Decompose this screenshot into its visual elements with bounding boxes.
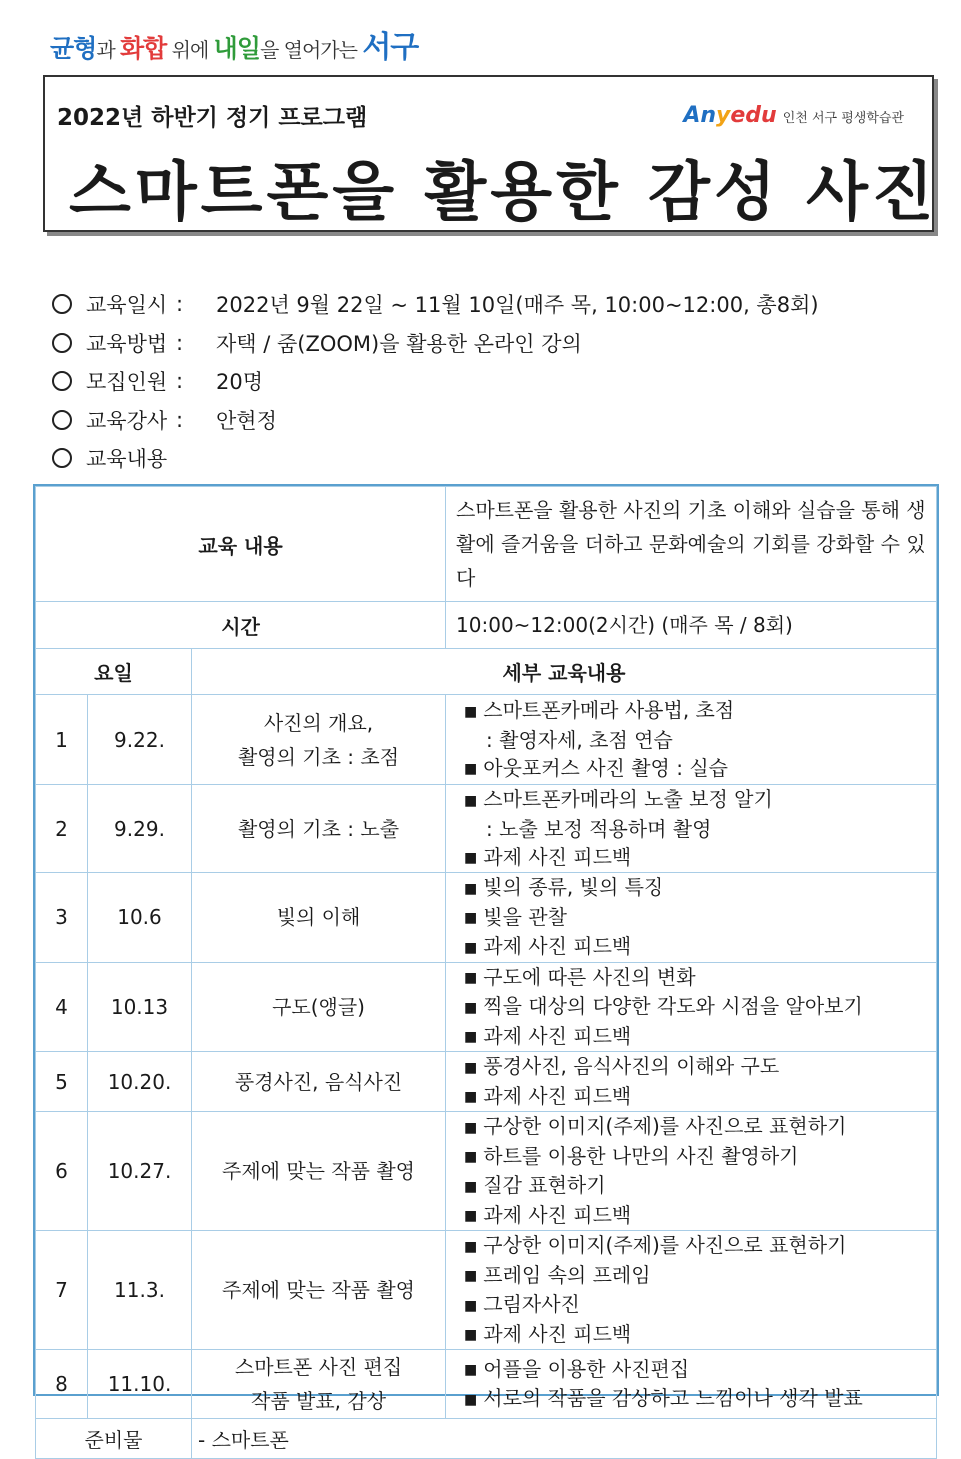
detail-text: 구상한 이미지(주제)를 사진으로 표현하기 <box>483 1233 847 1257</box>
detail-line <box>464 815 936 843</box>
logo-text: 인천 서구 평생학습관 <box>782 111 904 126</box>
logo-mark-part: An <box>683 103 717 128</box>
session-date: 10.27. <box>88 1112 192 1231</box>
detail-line <box>464 785 936 815</box>
session-row <box>36 1350 937 1419</box>
square-bullet-icon: ■ <box>464 703 478 720</box>
square-bullet-icon: ■ <box>464 1238 478 1255</box>
schedule-grid <box>35 486 937 1459</box>
detail-text: 과제 사진 피드백 <box>483 844 632 869</box>
anyedu-logo <box>683 103 904 128</box>
info-value: 안현정 <box>216 408 277 433</box>
logo-mark-part: y <box>716 103 731 128</box>
session-row <box>36 695 937 785</box>
content-label: 교육 내용 <box>36 487 446 602</box>
square-bullet-icon: ■ <box>464 761 478 777</box>
circle-bullet-icon <box>52 448 72 468</box>
detail-line <box>464 1201 936 1231</box>
square-bullet-icon: ■ <box>464 1268 478 1284</box>
square-bullet-icon: ■ <box>464 1178 478 1195</box>
session-number: 7 <box>36 1231 88 1350</box>
session-date: 9.22. <box>88 695 192 785</box>
materials-text: - 스마트폰 <box>192 1419 937 1459</box>
square-bullet-icon: ■ <box>464 1059 478 1076</box>
materials-label: 준비물 <box>36 1419 192 1459</box>
detail-line <box>464 1052 936 1082</box>
detail-text: 스마트폰카메라 사용법, 초점 <box>483 698 735 722</box>
session-date: 11.10. <box>88 1350 192 1419</box>
slogan-part: 서구 <box>362 30 419 65</box>
header-row <box>36 649 937 695</box>
square-bullet-icon: ■ <box>464 1327 478 1343</box>
detail-line <box>464 1355 936 1385</box>
time-row <box>36 602 937 649</box>
detail-label: 세부 교육내용 <box>192 649 937 695</box>
session-topic: 빛의 이해 <box>192 873 446 963</box>
program-subtitle: 2022년 하반기 정기 프로그램 <box>57 105 368 131</box>
detail-text: 빛의 종류, 빛의 특징 <box>483 875 664 899</box>
detail-text: : 노출 보정 적용하며 촬영 <box>486 816 712 841</box>
session-topic: 주제에 맞는 작품 촬영 <box>192 1231 446 1350</box>
info-row <box>52 324 819 363</box>
time-label: 시간 <box>36 602 446 649</box>
detail-line <box>464 992 936 1022</box>
square-bullet-icon: ■ <box>464 1362 478 1378</box>
topic-line: 촬영의 기초 : 초점 <box>237 744 400 769</box>
session-topic: 구도(앵글) <box>192 962 446 1052</box>
circle-bullet-icon <box>52 371 72 391</box>
detail-text: 스마트폰카메라의 노출 보정 알기 <box>483 787 773 811</box>
detail-line <box>464 696 936 726</box>
day-label: 요일 <box>36 649 192 695</box>
info-value: 자택 / 줌(ZOOM)을 활용한 온라인 강의 <box>216 331 582 356</box>
slogan <box>50 22 418 66</box>
info-value: 20명 <box>216 370 264 395</box>
session-topic: 주제에 맞는 작품 촬영 <box>192 1112 446 1231</box>
session-row <box>36 962 937 1052</box>
session-number: 5 <box>36 1052 88 1112</box>
session-number: 2 <box>36 785 88 873</box>
session-details <box>446 695 937 785</box>
circle-bullet-icon <box>52 333 72 353</box>
square-bullet-icon: ■ <box>464 910 478 926</box>
info-label: 교육강사 <box>86 408 168 433</box>
detail-text: 프레임 속의 프레임 <box>483 1262 651 1287</box>
session-topic <box>192 695 446 785</box>
square-bullet-icon: ■ <box>464 1391 478 1408</box>
info-label: 모집인원 <box>86 370 168 395</box>
detail-line <box>464 754 936 784</box>
square-bullet-icon: ■ <box>464 1208 478 1224</box>
detail-line <box>464 932 936 962</box>
square-bullet-icon: ■ <box>464 880 478 897</box>
session-details <box>446 1350 937 1419</box>
detail-line <box>464 1384 936 1414</box>
session-row <box>36 1112 937 1231</box>
slogan-part: 과 <box>96 38 120 62</box>
detail-text: 구상한 이미지(주제)를 사진으로 표현하기 <box>483 1114 847 1138</box>
detail-text: 어플을 이용한 사진편집 <box>483 1356 690 1381</box>
square-bullet-icon: ■ <box>464 792 478 809</box>
detail-line <box>464 903 936 933</box>
detail-line <box>464 963 936 993</box>
detail-line <box>464 1022 936 1052</box>
topic-line: 스마트폰 사진 편집 <box>234 1355 403 1379</box>
slogan-part: 내일 <box>213 34 260 63</box>
session-date: 10.13 <box>88 962 192 1052</box>
session-number: 4 <box>36 962 88 1052</box>
square-bullet-icon: ■ <box>464 1149 478 1165</box>
detail-line <box>464 1261 936 1291</box>
detail-text: 과제 사진 피드백 <box>483 1202 632 1227</box>
session-date: 9.29. <box>88 785 192 873</box>
session-details <box>446 873 937 963</box>
main-title: 스마트폰을 활용한 감성 사진 <box>69 156 938 230</box>
slogan-part: 위에 <box>166 38 214 62</box>
detail-line <box>464 1171 936 1201</box>
logo-mark-part: edu <box>730 103 777 128</box>
content-text: 스마트폰을 활용한 사진의 기초 이해와 실습을 통해 생활에 즐거움을 더하고 문화예술의 기회를 강화할 수 있다 <box>446 487 937 602</box>
session-row <box>36 1231 937 1350</box>
content-row <box>36 487 937 602</box>
detail-line <box>464 1082 936 1112</box>
square-bullet-icon: ■ <box>464 999 478 1016</box>
circle-bullet-icon <box>52 410 72 430</box>
detail-line <box>464 843 936 873</box>
info-label: 교육일시 <box>86 293 168 318</box>
square-bullet-icon: ■ <box>464 939 478 956</box>
logo-mark <box>683 103 776 128</box>
session-number: 8 <box>36 1350 88 1419</box>
info-value: 2022년 9월 22일 ~ 11월 10일(매주 목, 10:00~12:00, 총8회) <box>216 293 819 318</box>
session-number: 1 <box>36 695 88 785</box>
info-row <box>52 401 819 440</box>
info-row <box>52 362 819 401</box>
session-details <box>446 1052 937 1112</box>
info-colon: : <box>176 330 184 355</box>
schedule-table <box>33 484 939 1452</box>
detail-line <box>464 1142 936 1172</box>
info-list <box>52 285 819 478</box>
slogan-part: 균형 <box>50 34 97 63</box>
info-colon: : <box>176 292 184 317</box>
detail-text: 빛을 관찰 <box>483 904 567 929</box>
session-row <box>36 785 937 873</box>
session-details <box>446 1112 937 1231</box>
detail-text: : 촬영자세, 초점 연습 <box>486 727 673 752</box>
square-bullet-icon: ■ <box>464 1029 478 1045</box>
session-date: 10.20. <box>88 1052 192 1112</box>
circle-bullet-icon <box>52 294 72 314</box>
time-text: 10:00~12:00(2시간) (매주 목 / 8회) <box>446 602 937 649</box>
detail-text: 과제 사진 피드백 <box>483 1023 632 1048</box>
detail-line <box>464 873 936 903</box>
slogan-part: 을 열어가는 <box>259 38 363 62</box>
detail-text: 하트를 이용한 나만의 사진 촬영하기 <box>483 1143 799 1168</box>
session-details <box>446 785 937 873</box>
square-bullet-icon: ■ <box>464 1297 478 1314</box>
detail-text: 아웃포커스 사진 촬영 : 실습 <box>483 755 728 780</box>
detail-text: 서로의 작품을 감상하고 느낌이나 생각 발표 <box>483 1386 863 1410</box>
session-row <box>36 873 937 963</box>
info-colon: : <box>176 407 184 432</box>
session-row <box>36 1052 937 1112</box>
detail-text: 찍을 대상의 다양한 각도와 시점을 알아보기 <box>483 994 863 1018</box>
session-details <box>446 1231 937 1350</box>
detail-text: 과제 사진 피드백 <box>483 934 632 958</box>
detail-line <box>464 1320 936 1350</box>
square-bullet-icon: ■ <box>464 1119 478 1136</box>
session-number: 6 <box>36 1112 88 1231</box>
info-label: 교육방법 <box>86 331 168 356</box>
session-details <box>446 962 937 1052</box>
detail-text: 질감 표현하기 <box>483 1173 606 1197</box>
detail-line <box>464 1290 936 1320</box>
info-label: 교육내용 <box>86 447 168 472</box>
info-colon: : <box>176 369 184 394</box>
detail-line <box>464 1112 936 1142</box>
topic-line: 작품 발표, 감상 <box>251 1389 387 1413</box>
detail-text: 구도에 따른 사진의 변화 <box>483 964 696 989</box>
square-bullet-icon: ■ <box>464 1089 478 1105</box>
title-box <box>43 75 938 232</box>
detail-text: 풍경사진, 음식사진의 이해와 구도 <box>483 1054 780 1078</box>
detail-line <box>464 1231 936 1261</box>
detail-text: 과제 사진 피드백 <box>483 1083 632 1108</box>
detail-text: 그림자사진 <box>483 1292 580 1316</box>
square-bullet-icon: ■ <box>464 970 478 986</box>
session-number: 3 <box>36 873 88 963</box>
session-topic: 풍경사진, 음식사진 <box>192 1052 446 1112</box>
materials-row <box>36 1419 937 1459</box>
square-bullet-icon: ■ <box>464 850 478 866</box>
session-topic <box>192 1350 446 1419</box>
detail-text: 과제 사진 피드백 <box>483 1321 632 1346</box>
session-topic: 촬영의 기초 : 노출 <box>192 785 446 873</box>
info-row <box>52 439 819 478</box>
session-date: 10.6 <box>88 873 192 963</box>
session-date: 11.3. <box>88 1231 192 1350</box>
topic-line: 사진의 개요, <box>263 710 374 735</box>
slogan-part: 화합 <box>120 34 167 63</box>
info-row <box>52 285 819 324</box>
detail-line <box>464 726 936 754</box>
